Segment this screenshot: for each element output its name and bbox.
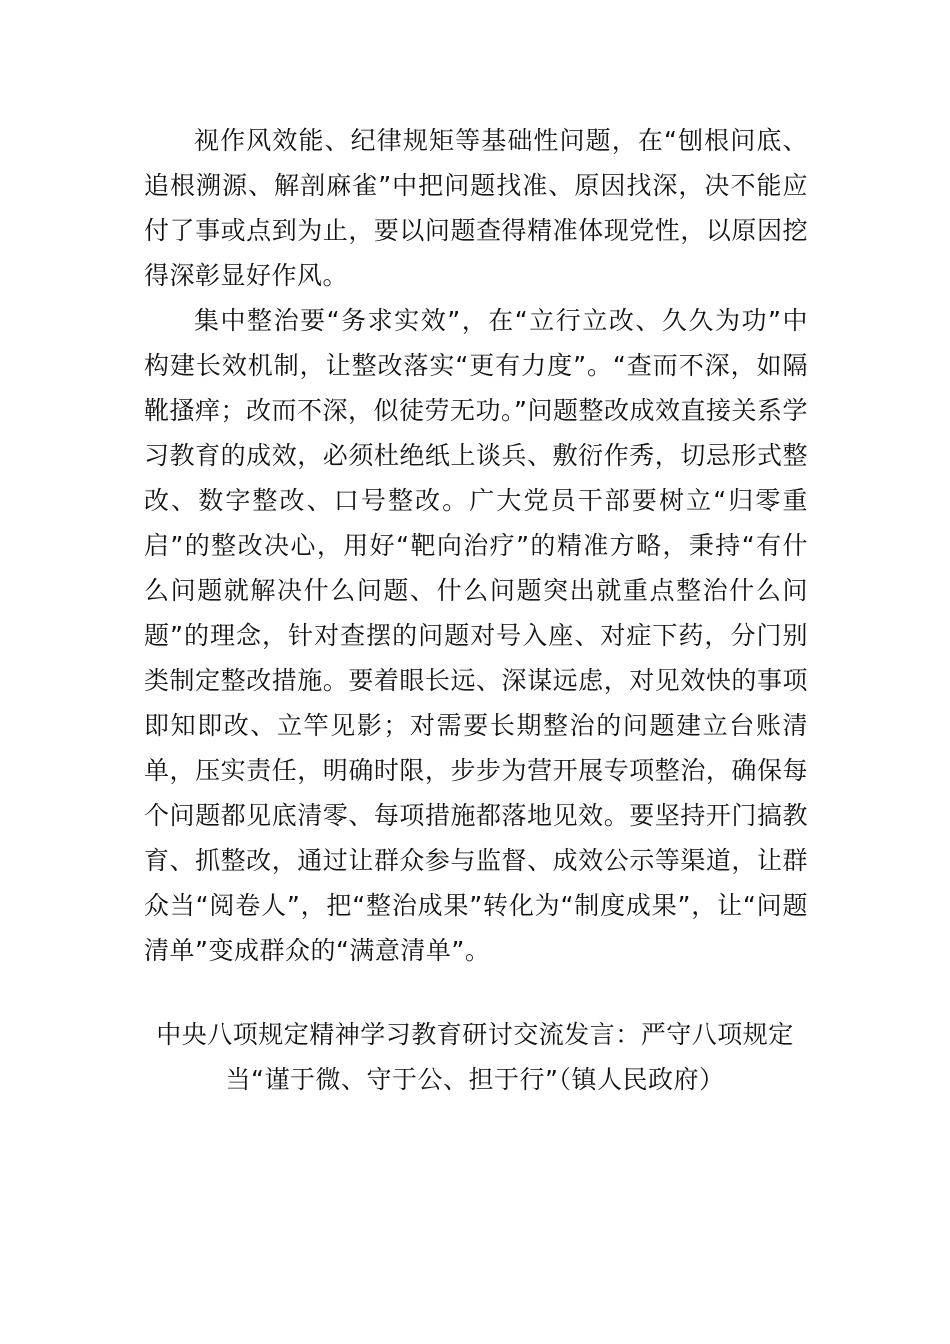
next-section-title-line-2: 当“谨于微、守于公、担于行”（镇人民政府） xyxy=(225,1065,725,1094)
paragraph-rectification: 集中整治要“务求实效”，在“立行立改、久久为功”中构建长效机制，让整改落实“更有力度”。“查而不深，如隔靴搔痒；改而不深，似徒劳无功。”问题整改成效直接关系学习教育的成效，必须杜绝纸上谈兵、敷衍作秀，切忌形式整改、数字整改、口号整改。广大党员干部要树立“归零重启”的整改决心，用好“靶向治疗”的精准方略，秉持“有什么问题就解决什么问题、什么问题突出就重点整治什么问题”的理念，针对查摆的问题对号入座、对症下药，分门别类制定整改措施。要着眼长远、深谋远虑，对见效快的事项即知即改、立竿见影；对需要长期整治的问题建立台账清单，压实责任，明确时限，步步为营开展专项整治，确保每个问题都见底清零、每项措施都落地见效。要坚持开门搞教育、抓整改，通过让群众参与监督、成效公示等渠道，让群众当“阅卷人”，把“整治成果”转化为“制度成果”，让“问题清单”变成群众的“满意清单”。 xyxy=(144,306,808,965)
paragraph-continued: 视作风效能、纪律规矩等基础性问题，在“刨根问底、追根溯源、解剖麻雀”中把问题找准、原因找深，决不能应付了事或点到为止，要以问题查得精准体现党性，以原因挖得深彰显好作风。 xyxy=(144,126,808,290)
next-section-title xyxy=(120,1012,830,1102)
next-section-title-line-1: 中央八项规定精神学习教育研讨交流发言：严守八项规定 xyxy=(156,1020,794,1049)
body-text xyxy=(144,118,808,973)
